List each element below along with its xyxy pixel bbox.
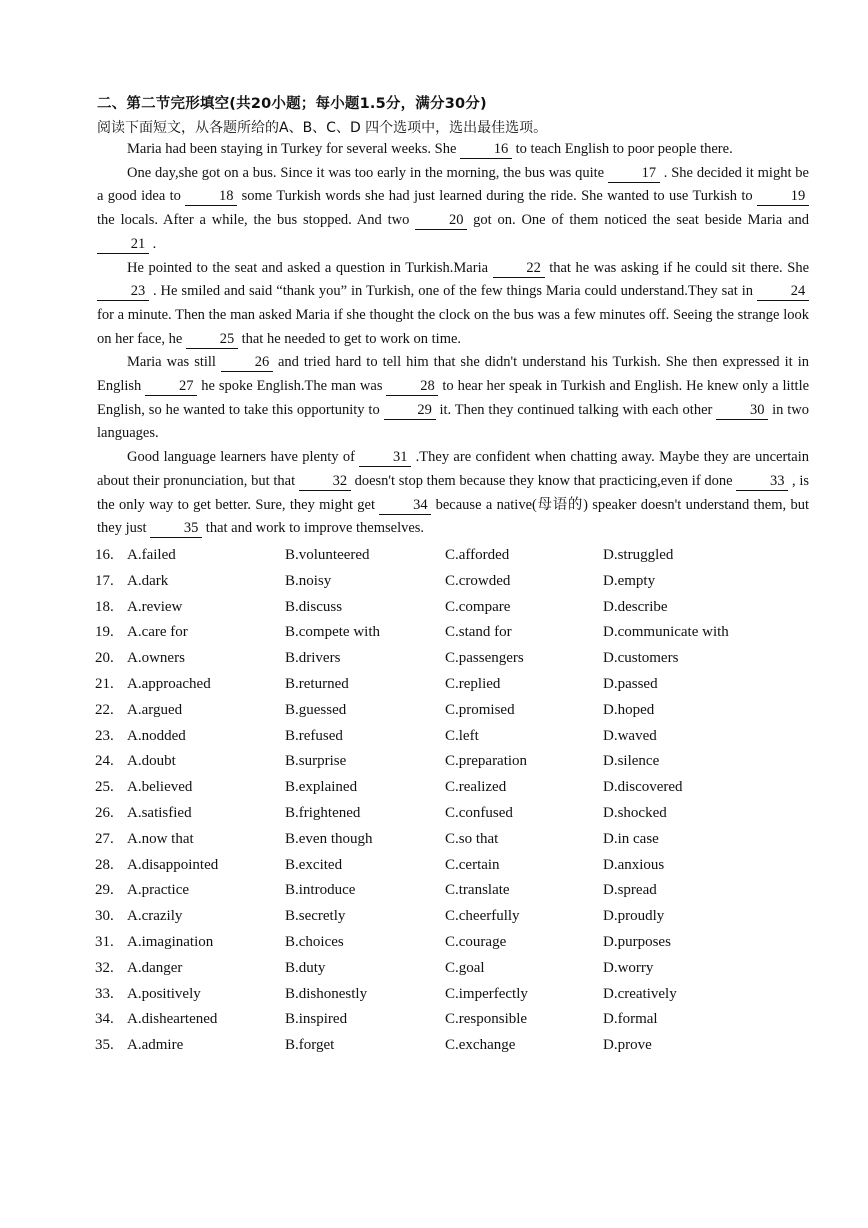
passage-paragraph (97, 138, 809, 162)
passage-text: that he was asking if he could sit there. She (549, 259, 809, 276)
option-a: A.now that (127, 830, 194, 847)
option-b: B.introduce (285, 882, 356, 899)
option-c: C.translate (445, 882, 510, 899)
option-d: D.customers (603, 650, 679, 667)
option-a: A.approached (127, 675, 211, 692)
option-c: C.goal (445, 959, 485, 976)
option-d: D.proudly (603, 908, 665, 925)
option-c: C.preparation (445, 753, 528, 770)
question-row (95, 1011, 815, 1037)
section-heading: 二、第二节完形填空(共20小题；每小题1.5分，满分30分) (97, 96, 487, 112)
question-row (95, 882, 815, 908)
passage-text: to teach English to poor people there. (515, 141, 733, 157)
passage-text: because a native(母语的) speaker doesn't understand them, but they just (97, 496, 809, 537)
option-b: B.compete with (285, 624, 380, 641)
option-d: D.in case (603, 830, 659, 847)
passage-text: He pointed to the seat and asked a question in Turkish.Maria (127, 259, 489, 276)
passage-text: to hear her speak in Turkish and English. He knew only a little English, so he wanted to take this opportunity to (97, 378, 810, 418)
option-b: B.duty (285, 959, 326, 976)
option-c: C.cheerfully (445, 908, 520, 925)
answer-blank: 29 (384, 402, 436, 420)
option-b: B.frightened (285, 804, 361, 821)
option-c: C.afforded (445, 547, 510, 563)
answer-blank: 33 (736, 473, 788, 491)
option-d: D.waved (603, 727, 657, 744)
option-a: A.satisfied (127, 804, 192, 821)
option-d: D.struggled (603, 547, 674, 563)
option-a: A.dark (127, 572, 169, 589)
option-a: A.practice (127, 882, 190, 899)
answer-blank: 35 (150, 520, 202, 538)
option-c: C.courage (445, 933, 507, 950)
question-row (95, 676, 815, 702)
answer-blank: 18 (185, 188, 237, 206)
question-number: 23. (95, 727, 114, 744)
option-c: C.realized (445, 779, 507, 796)
passage-text: in two languages. (97, 401, 809, 442)
option-d: D.creatively (603, 985, 677, 1002)
question-row (95, 624, 815, 650)
passage-text: the locals. After a while, the bus stopped. And two (97, 212, 410, 229)
passage-text: , is the only way to get better. Sure, they might get (97, 472, 810, 513)
passage-text: One day,she got on a bus. Since it was too early in the morning, the bus was quite (127, 164, 605, 181)
option-b: B.volunteered (285, 547, 370, 563)
option-a: A.crazily (127, 908, 183, 925)
question-number: 16. (95, 547, 114, 563)
passage-text: . She decided it might be a good idea to (97, 164, 809, 205)
passage-text: Good language learners have plenty of (127, 449, 355, 466)
answer-blank: 20 (415, 212, 467, 230)
passage-text: some Turkish words she had just learned during the ride. She wanted to use Turkish to (241, 188, 753, 205)
question-number: 30. (95, 908, 114, 925)
option-a: A.danger (127, 959, 183, 976)
section-instruction: 阅读下面短文，从各题所给的A、B、C、D 四个选项中，选出最佳选项。 (97, 120, 548, 136)
answer-blank: 34 (379, 497, 431, 515)
option-c: C.promised (445, 701, 515, 718)
passage-text: it. Then they continued talking with each other (439, 401, 713, 418)
option-c: C.passengers (445, 650, 524, 667)
option-c: C.certain (445, 856, 500, 873)
option-b: B.surprise (285, 753, 347, 770)
passage-text: that and work to improve themselves. (205, 520, 425, 537)
answer-blank: 27 (145, 378, 197, 396)
option-b: B.dishonestly (285, 985, 368, 1002)
question-number: 28. (95, 856, 114, 873)
option-b: B.secretly (285, 908, 346, 925)
passage-text: . (152, 235, 157, 252)
option-a: A.owners (127, 650, 185, 667)
option-d: D.purposes (603, 933, 671, 950)
question-row (95, 702, 815, 728)
option-b: B.refused (285, 727, 343, 744)
question-number: 21. (95, 675, 114, 692)
question-row (95, 1037, 815, 1063)
passage-text: for a minute. Then the man asked Maria if she thought the clock on the bus was a few minutes off. Seeing the strange look on her face, he (97, 306, 809, 347)
question-number: 27. (95, 830, 114, 847)
question-number: 19. (95, 624, 114, 641)
question-number: 29. (95, 882, 114, 899)
answer-blank: 31 (359, 449, 411, 467)
passage-text: .They are confident when chatting away. Maybe they are uncertain about their pronunciation, but that (97, 449, 810, 489)
answer-blank: 28 (386, 378, 438, 396)
option-d: D.discovered (603, 779, 683, 796)
question-number: 35. (95, 1037, 114, 1054)
passage-text: Maria was still (127, 354, 216, 371)
option-a: A.imagination (127, 933, 214, 950)
option-c: C.so that (445, 830, 499, 847)
option-b: B.noisy (285, 572, 332, 589)
option-d: D.describe (603, 598, 668, 615)
question-row (95, 986, 815, 1012)
question-row (95, 728, 815, 754)
answer-blank: 24 (757, 283, 809, 301)
question-number: 17. (95, 572, 114, 589)
option-a: A.disappointed (127, 856, 219, 873)
passage-text: that he needed to get to work on time. (241, 330, 462, 347)
answer-blank: 16 (460, 141, 512, 159)
option-d: D.worry (603, 959, 654, 976)
question-row (95, 960, 815, 986)
option-c: C.exchange (445, 1037, 516, 1054)
question-row (95, 908, 815, 934)
option-c: C.responsible (445, 1011, 528, 1028)
question-row (95, 599, 815, 625)
option-b: B.excited (285, 856, 343, 873)
question-number: 20. (95, 650, 114, 667)
cloze-passage (97, 138, 809, 541)
option-a: A.believed (127, 779, 193, 796)
answer-blank: 26 (221, 354, 273, 372)
answer-blank: 19 (757, 188, 809, 206)
option-a: A.disheartened (127, 1011, 218, 1028)
option-a: A.review (127, 598, 183, 615)
answer-blank: 22 (493, 260, 545, 278)
option-a: A.admire (127, 1037, 184, 1054)
option-c: C.imperfectly (445, 985, 528, 1002)
answer-blank: 25 (186, 331, 238, 349)
question-number: 32. (95, 959, 114, 976)
option-b: B.returned (285, 675, 349, 692)
question-number: 31. (95, 933, 114, 950)
option-d: D.shocked (603, 804, 667, 821)
answer-blank: 32 (299, 473, 351, 491)
answer-blank: 21 (97, 236, 149, 254)
question-row (95, 547, 815, 573)
option-b: B.guessed (285, 701, 347, 718)
option-a: A.nodded (127, 727, 186, 744)
option-c: C.crowded (445, 572, 511, 589)
option-a: A.care for (127, 624, 188, 641)
question-number: 33. (95, 985, 114, 1002)
option-b: B.explained (285, 779, 358, 796)
option-d: D.spread (603, 882, 657, 899)
option-b: B.drivers (285, 650, 341, 667)
option-c: C.replied (445, 675, 501, 692)
question-number: 26. (95, 804, 114, 821)
passage-text: doesn't stop them because they know that practicing,even if done (354, 472, 733, 489)
question-number: 25. (95, 779, 114, 796)
option-d: D.empty (603, 572, 656, 589)
passage-paragraph (97, 162, 809, 257)
option-b: B.discuss (285, 598, 343, 615)
answer-blank: 23 (97, 283, 149, 301)
question-row (95, 779, 815, 805)
option-c: C.left (445, 727, 479, 744)
answer-blank: 17 (608, 165, 660, 183)
question-row (95, 805, 815, 831)
passage-text: he spoke English.The man was (201, 378, 383, 395)
option-a: A.doubt (127, 753, 176, 770)
passage-text: . He smiled and said “thank you” in Turkish, one of the few things Maria could understand.They sat in (152, 283, 754, 300)
passage-paragraph (97, 446, 809, 541)
option-b: B.forget (285, 1037, 335, 1054)
question-row (95, 831, 815, 857)
question-row (95, 934, 815, 960)
option-a: A.positively (127, 985, 201, 1002)
question-number: 18. (95, 598, 114, 615)
question-row (95, 857, 815, 883)
option-c: C.compare (445, 598, 511, 615)
question-number: 24. (95, 753, 114, 770)
question-row (95, 753, 815, 779)
passage-text: Maria had been staying in Turkey for several weeks. She (127, 141, 457, 157)
option-c: C.confused (445, 804, 513, 821)
option-d: D.hoped (603, 701, 655, 718)
question-number: 34. (95, 1011, 114, 1028)
option-d: D.prove (603, 1037, 652, 1054)
question-row (95, 650, 815, 676)
passage-paragraph (97, 257, 809, 352)
option-d: D.passed (603, 675, 658, 692)
answer-options (95, 547, 815, 1063)
option-a: A.argued (127, 701, 183, 718)
option-d: D.silence (603, 753, 660, 770)
option-d: D.communicate with (603, 624, 729, 641)
passage-text: and tried hard to tell him that she didn't understand his Turkish. She then expressed it in English (97, 354, 809, 395)
option-d: D.formal (603, 1011, 658, 1028)
passage-text: got on. One of them noticed the seat beside Maria and (473, 212, 810, 229)
option-a: A.failed (127, 547, 176, 563)
question-number: 22. (95, 701, 114, 718)
option-b: B.even though (285, 830, 373, 847)
option-d: D.anxious (603, 856, 665, 873)
option-b: B.inspired (285, 1011, 348, 1028)
option-c: C.stand for (445, 624, 512, 641)
option-b: B.choices (285, 933, 344, 950)
passage-paragraph (97, 351, 809, 446)
answer-blank: 30 (716, 402, 768, 420)
question-row (95, 573, 815, 599)
